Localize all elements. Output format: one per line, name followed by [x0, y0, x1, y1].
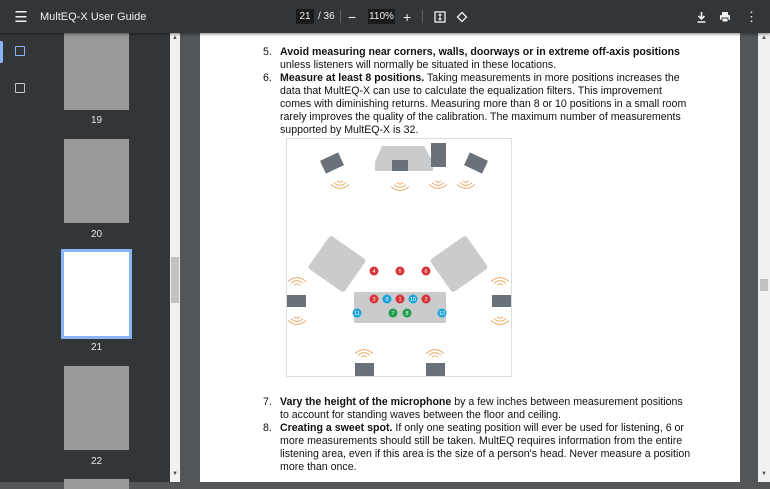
sound-wave: [337, 181, 343, 182]
thumbnail-page-23[interactable]: [64, 479, 129, 489]
divider: [422, 10, 423, 23]
measurement-position-7: [389, 309, 398, 318]
svg-text:10: 10: [409, 297, 417, 303]
thumbnail-page-21[interactable]: [64, 252, 129, 336]
sound-wave: [294, 317, 300, 318]
thumbnail-label: 21: [90, 342, 103, 353]
zoom-in-button[interactable]: +: [403, 8, 412, 25]
measurement-position-9: [383, 295, 392, 304]
measurement-position-8: [403, 309, 412, 318]
svg-text:5: 5: [398, 269, 402, 275]
thumbnail-label: 22: [90, 456, 103, 467]
page-total: / 36: [318, 11, 335, 22]
measurement-positions-diagram: [286, 138, 512, 377]
svg-text:11: 11: [354, 311, 360, 317]
page-number-input[interactable]: 21: [296, 9, 314, 24]
sound-wave: [494, 281, 506, 284]
zoom-input[interactable]: 110%: [369, 11, 394, 22]
more-vert-icon[interactable]: ⋮: [745, 8, 758, 24]
measurement-position-11: [353, 309, 362, 318]
zoom-out-button[interactable]: −: [348, 8, 357, 25]
scroll-up-icon[interactable]: ▲: [761, 35, 767, 41]
sidebar-scroll-thumb[interactable]: [171, 257, 179, 303]
scroll-up-icon[interactable]: ▲: [172, 35, 178, 41]
main-scroll-thumb[interactable]: [760, 279, 768, 291]
sidebar-scrollbar[interactable]: [170, 33, 180, 482]
sound-wave: [429, 353, 441, 356]
sound-wave: [497, 317, 503, 318]
outline-icon[interactable]: [15, 83, 25, 93]
thumbnail-page-20[interactable]: [64, 139, 129, 223]
sound-wave: [397, 183, 403, 184]
measurement-position-6: [422, 267, 431, 276]
sound-wave: [334, 183, 346, 186]
sound-wave: [432, 356, 438, 357]
print-icon[interactable]: [719, 0, 731, 33]
svg-text:2: 2: [424, 297, 428, 303]
sound-wave: [463, 181, 469, 182]
measurement-position-2: [422, 295, 431, 304]
menu-icon[interactable]: ☰: [14, 8, 28, 26]
svg-text:7: 7: [391, 311, 395, 317]
scroll-down-icon[interactable]: ▼: [761, 471, 767, 477]
list-item: 5. Avoid measuring near corners, walls, doorways or in extreme off-axis positions unless listeners will normally be situated in these locations.: [263, 46, 680, 71]
scroll-down-icon[interactable]: ▼: [172, 471, 178, 477]
sound-wave: [294, 284, 300, 285]
sound-wave: [394, 185, 406, 188]
svg-text:9: 9: [385, 297, 389, 303]
main-scrollbar[interactable]: [758, 33, 770, 482]
svg-text:12: 12: [438, 311, 446, 317]
thumbnail-label: 19: [90, 115, 103, 126]
thumbnail-label: 20: [90, 229, 103, 240]
svg-text:6: 6: [424, 269, 428, 275]
rotate-icon[interactable]: [456, 0, 468, 33]
svg-text:8: 8: [405, 311, 409, 317]
measurement-position-3: [370, 295, 379, 304]
sound-wave: [460, 183, 472, 186]
download-icon[interactable]: [696, 0, 707, 33]
sound-wave: [291, 281, 303, 284]
fit-page-icon[interactable]: [434, 0, 446, 33]
thumbnail-page-22[interactable]: [64, 366, 129, 450]
list-item: 6. Measure at least 8 positions. Taking measurements in more positions increases the data that MultEQ-X can use to calculate the equalization filters. This improvement comes with diminishing returns. Measuring more than 8 or 10 positions in a small room rarely improves the quality of the calibration. The maximum number of measurements supported by MultEQ-X is 32.: [263, 72, 687, 136]
svg-text:1: 1: [398, 297, 402, 303]
sound-wave: [435, 181, 441, 182]
sound-wave: [358, 353, 370, 356]
thumbnail-page-19[interactable]: [64, 33, 129, 110]
list-item: 7. Vary the height of the microphone by a few inches between measurement positions to account for standing waves between the floor and ceiling.: [263, 396, 683, 421]
measurement-position-10: [409, 295, 418, 304]
sound-wave: [361, 356, 367, 357]
thumbnail-sidebar: [0, 33, 170, 482]
pdf-page: [200, 33, 740, 482]
document-title: MultEQ-X User Guide: [40, 10, 147, 23]
list-item: 8. Creating a sweet spot. If only one seating position will ever be used for listening, 6 or more measurements should still be taken. MultEQ requires information from the entire listening area, even if this area is the size of a person's head. Never measure a position more than once.: [263, 422, 691, 473]
measurement-position-5: [396, 267, 405, 276]
sound-wave: [291, 319, 303, 322]
svg-text:3: 3: [372, 297, 376, 303]
sidebar-rail: [0, 33, 40, 482]
svg-text:4: 4: [372, 269, 376, 275]
measurement-position-4: [370, 267, 379, 276]
sound-wave: [494, 319, 506, 322]
measurement-position-1: [396, 295, 405, 304]
measurement-position-12: [438, 309, 447, 318]
sound-wave: [432, 183, 444, 186]
sound-wave: [497, 284, 503, 285]
toolbar: [0, 0, 770, 33]
active-indicator: [0, 41, 3, 63]
divider: [340, 10, 341, 23]
thumbnails-icon[interactable]: [15, 46, 25, 56]
